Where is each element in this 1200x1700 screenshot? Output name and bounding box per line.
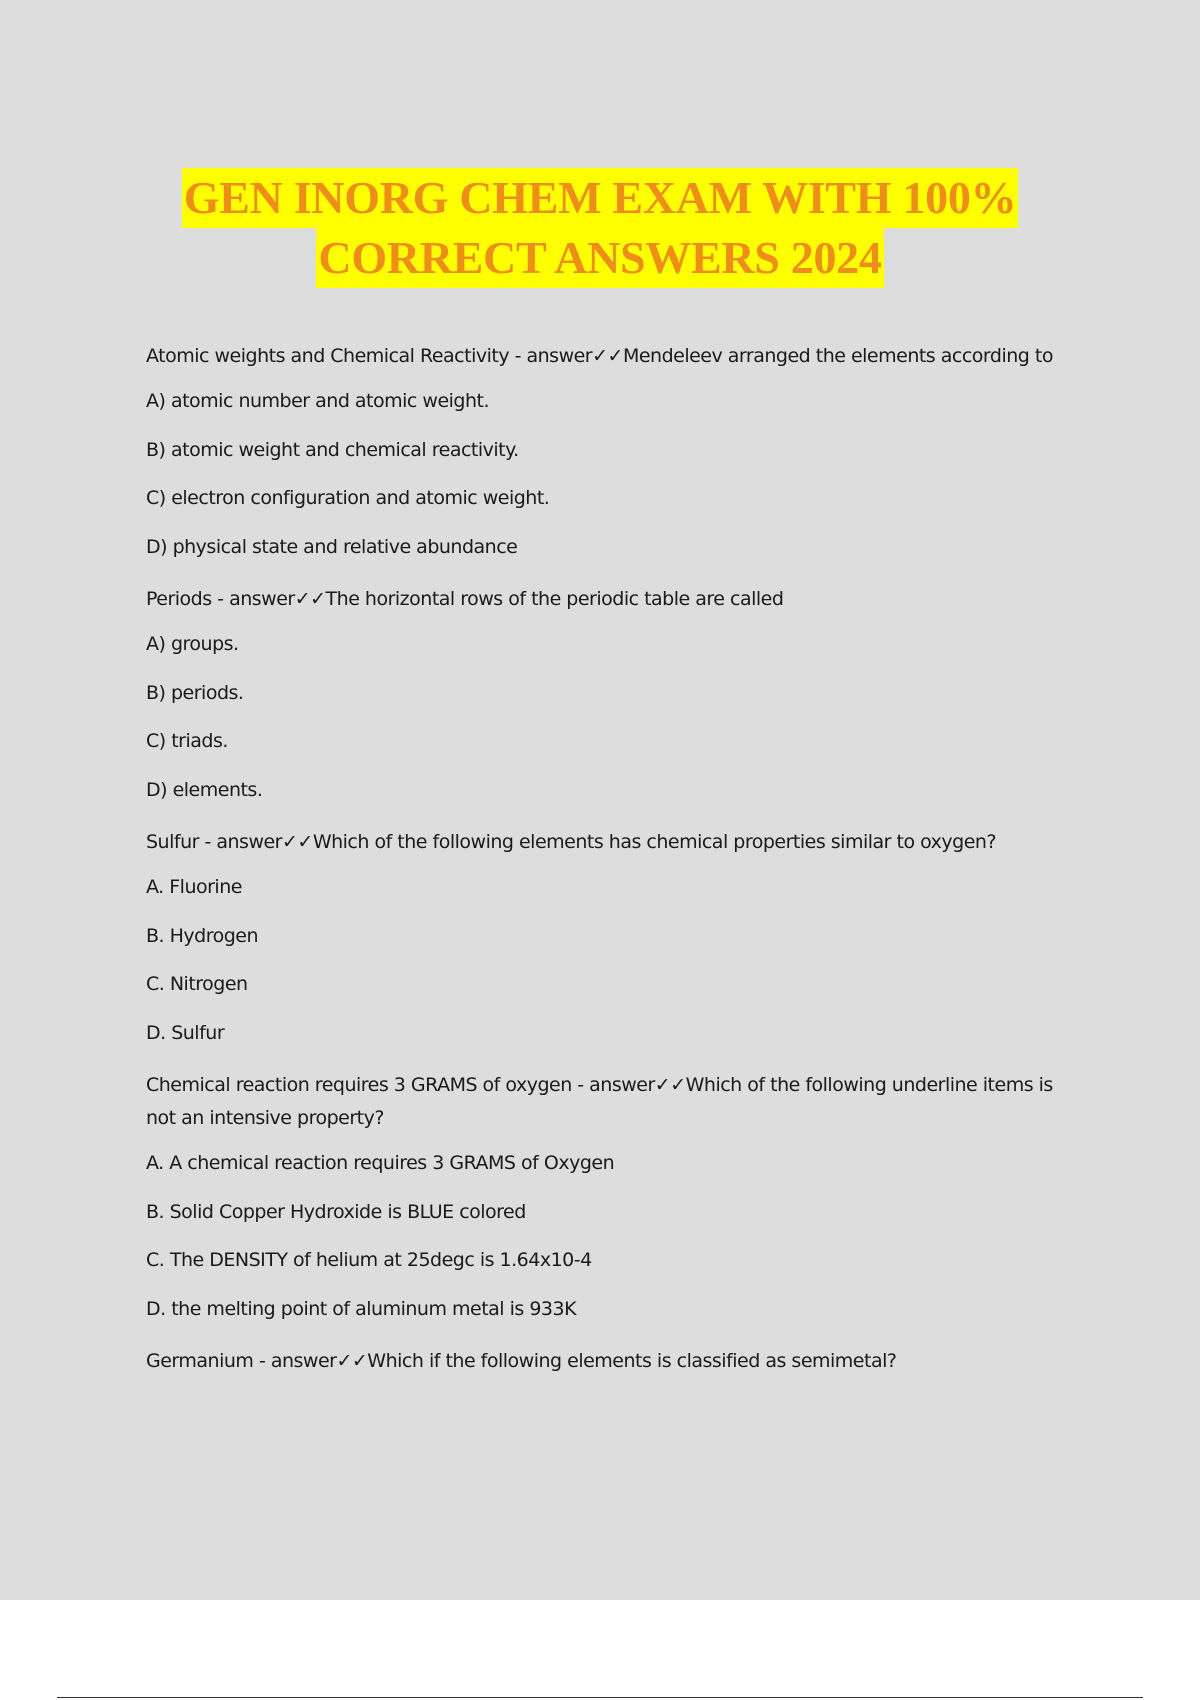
answer-option: C) triads. xyxy=(146,730,228,752)
answer-option: C. The DENSITY of helium at 25degc is 1.64x10-4 xyxy=(146,1249,592,1271)
title-line-2: CORRECT ANSWERS 2024 xyxy=(316,228,883,288)
document-title xyxy=(0,168,1200,288)
answer-option: C) electron configuration and atomic weight. xyxy=(146,487,550,509)
answer-option: A. A chemical reaction requires 3 GRAMS of Oxygen xyxy=(146,1152,615,1174)
answer-option: D) physical state and relative abundance xyxy=(146,535,518,558)
question-text: Sulfur - answer✓✓Which of the following elements has chemical properties similar to oxygen? xyxy=(146,831,997,853)
answer-option: D. the melting point of aluminum metal is 933K xyxy=(146,1297,577,1320)
answer-option: A) groups. xyxy=(146,633,239,655)
answer-option: B. Hydrogen xyxy=(146,924,259,947)
answer-option: B) atomic weight and chemical reactivity. xyxy=(146,438,519,461)
answer-option: D. Sulfur xyxy=(146,1021,225,1044)
answer-option: A) atomic number and atomic weight. xyxy=(146,390,490,412)
question-text: Atomic weights and Chemical Reactivity - answer✓✓Mendeleev arranged the elements according to xyxy=(146,345,1053,367)
answer-option: D) elements. xyxy=(146,778,263,801)
question-text: Germanium - answer✓✓Which if the following elements is classified as semimetal? xyxy=(146,1350,897,1372)
answer-option: C. Nitrogen xyxy=(146,973,248,995)
page-bottom-rule xyxy=(57,1697,1143,1698)
question-text: Periods - answer✓✓The horizontal rows of the periodic table are called xyxy=(146,588,784,610)
question-text: Chemical reaction requires 3 GRAMS of oxygen - answer✓✓Which of the following underline items is not an intensive property? xyxy=(146,1074,1053,1129)
title-line-1: GEN INORG CHEM EXAM WITH 100% xyxy=(182,168,1019,228)
question-list xyxy=(146,340,1086,1394)
answer-option: B) periods. xyxy=(146,681,244,704)
answer-option: B. Solid Copper Hydroxide is BLUE colored xyxy=(146,1200,526,1223)
answer-option: A. Fluorine xyxy=(146,876,242,898)
